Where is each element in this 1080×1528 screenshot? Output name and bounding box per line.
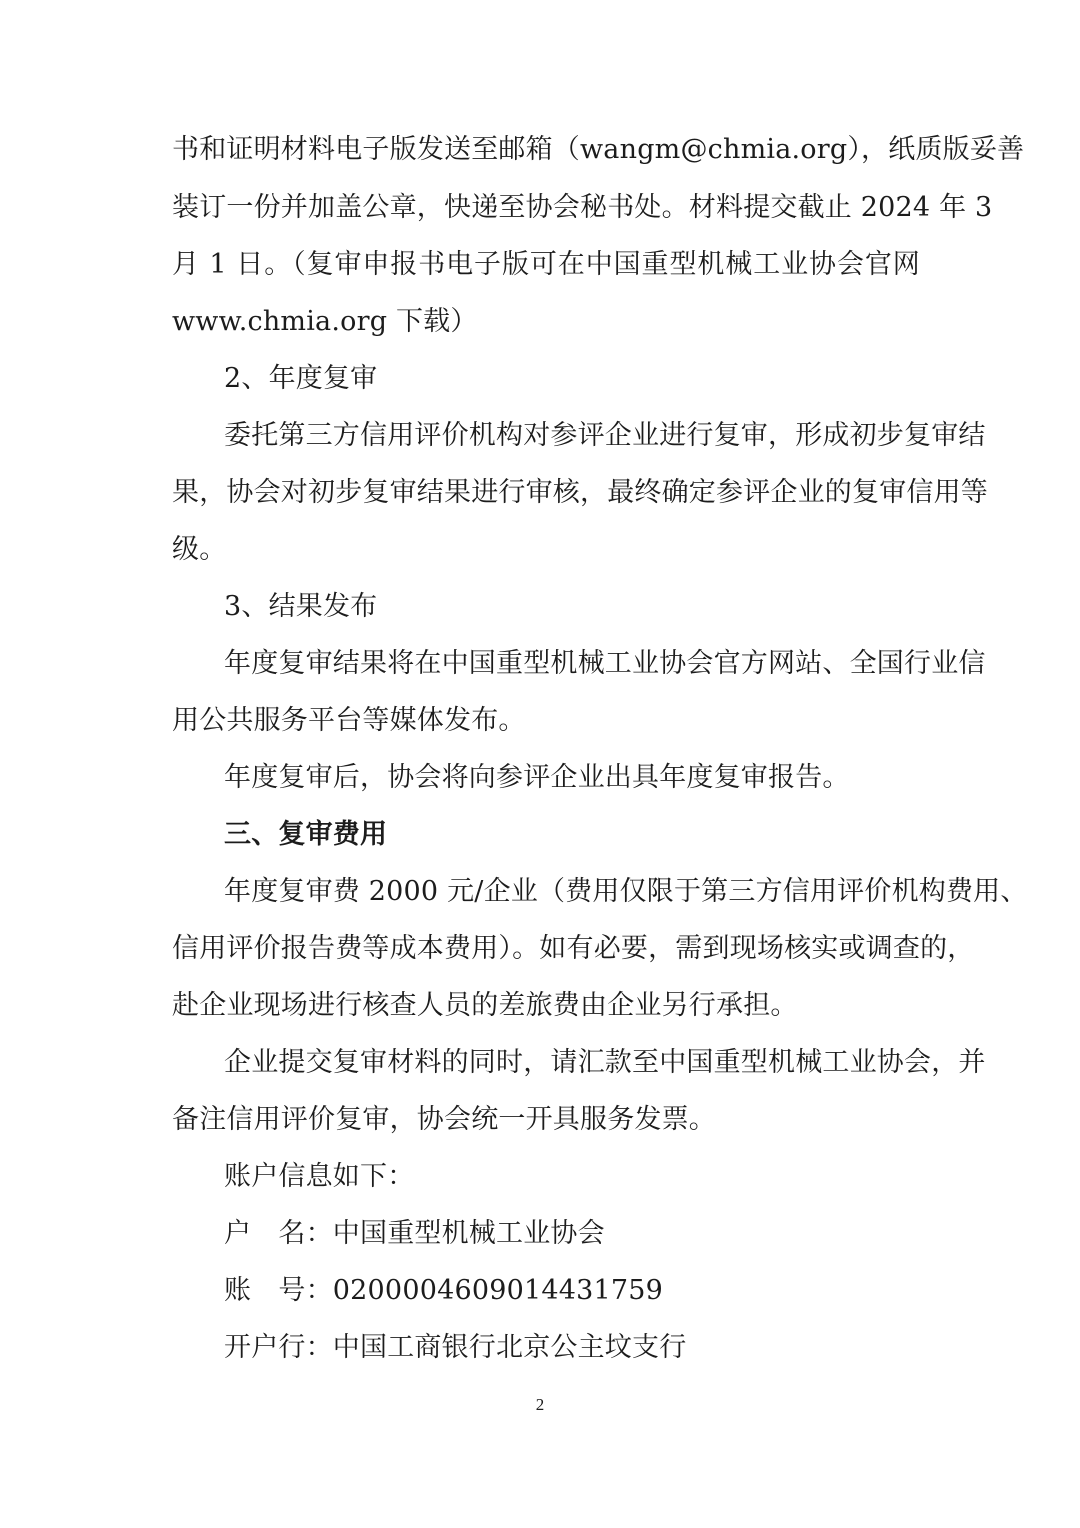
paragraph-line: 企业提交复审材料的同时，请汇款至中国重型机械工业协会，并 bbox=[224, 1047, 986, 1078]
paragraph-line: 书和证明材料电子版发送至邮箱（wangm@chmia.org），纸质版妥善 bbox=[172, 134, 1025, 165]
section-heading: 3、结果发布 bbox=[224, 591, 378, 622]
page-number: 2 bbox=[535, 1395, 545, 1414]
paragraph-line: 委托第三方信用评价机构对参评企业进行复审，形成初步复审结 bbox=[224, 420, 986, 451]
paragraph-line: 年度复审后，协会将向参评企业出具年度复审报告。 bbox=[224, 762, 850, 793]
paragraph-line: 备注信用评价复审，协会统一开具服务发票。 bbox=[172, 1104, 716, 1135]
paragraph-line: 用公共服务平台等媒体发布。 bbox=[172, 705, 526, 736]
account-name: 户 名：中国重型机械工业协会 bbox=[224, 1218, 605, 1249]
paragraph-line: 级。 bbox=[172, 534, 227, 565]
section-heading: 2、年度复审 bbox=[224, 363, 378, 394]
paragraph-line: 年度复审结果将在中国重型机械工业协会官方网站、全国行业信 bbox=[224, 648, 986, 679]
paragraph-line: 月 1 日。（复审申报书电子版可在中国重型机械工业协会官网 bbox=[172, 249, 920, 280]
paragraph-line: 信用评价报告费等成本费用）。如有必要，需到现场核实或调查的， bbox=[172, 933, 975, 964]
paragraph-line: 年度复审费 2000 元/企业（费用仅限于第三方信用评价机构费用、 bbox=[224, 876, 1028, 907]
paragraph-line: 果，协会对初步复审结果进行审核，最终确定参评企业的复审信用等 bbox=[172, 477, 988, 508]
paragraph-line: 赴企业现场进行核查人员的差旅费由企业另行承担。 bbox=[172, 990, 798, 1021]
chapter-heading: 三、复审费用 bbox=[224, 819, 388, 850]
account-bank: 开户行：中国工商银行北京公主坟支行 bbox=[224, 1332, 687, 1363]
paragraph-line: 装订一份并加盖公章，快递至协会秘书处。材料提交截止 2024 年 3 bbox=[172, 192, 993, 223]
account-number: 账 号：0200004609014431759 bbox=[224, 1275, 663, 1306]
account-info-label: 账户信息如下： bbox=[224, 1161, 415, 1192]
paragraph-line: www.chmia.org 下载） bbox=[172, 306, 478, 337]
